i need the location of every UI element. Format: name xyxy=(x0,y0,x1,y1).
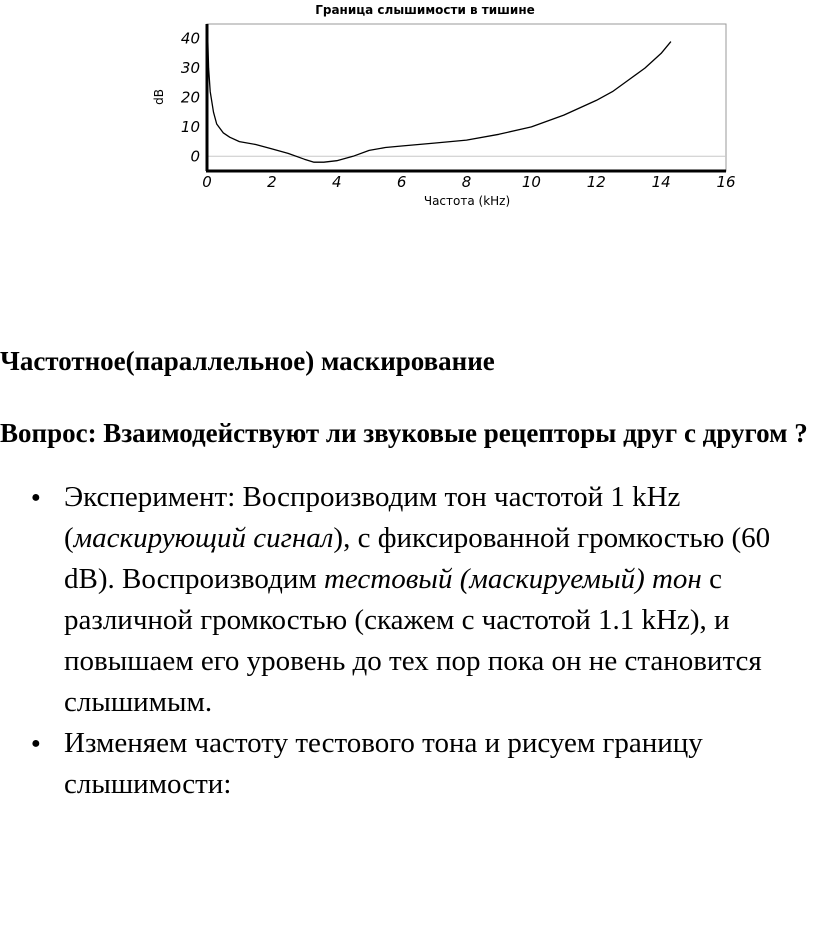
y-tick-label: 10 xyxy=(180,117,200,136)
text-run: ), с фиксированной громкостью (60 dB). Воспроизводим xyxy=(64,522,771,595)
threshold-curve xyxy=(208,33,671,162)
bullet-item-experiment xyxy=(0,477,816,723)
x-tick-label: 16 xyxy=(716,173,736,191)
hearing-threshold-chart xyxy=(140,0,740,220)
series-group xyxy=(208,33,671,162)
x-tick-label: 10 xyxy=(521,173,541,191)
bullet-icon: ● xyxy=(31,735,41,752)
x-tick-label: 8 xyxy=(461,173,472,191)
y-tick-labels xyxy=(181,30,200,166)
x-tick-label: 0 xyxy=(202,173,212,191)
x-tick-labels xyxy=(202,173,735,191)
section-title: Частотное(параллельное) маскирование xyxy=(0,346,495,376)
chart-title: Граница слышимости в тишине xyxy=(315,3,535,17)
y-tick-label: 0 xyxy=(190,147,200,166)
slide-content xyxy=(0,340,816,805)
text-run: с различной громкостью (скажем с частотой 1.1 kHz), и повышаем его уровень до тех пор пока он не становится слышимым. xyxy=(64,563,762,718)
y-axis-label: dB xyxy=(152,89,166,105)
y-tick-label: 20 xyxy=(180,88,200,107)
text-run: Эксперимент: Воспроизводим тон частотой 1 kHz ( xyxy=(64,481,681,554)
x-tick-label: 4 xyxy=(331,173,342,191)
bullet-list xyxy=(0,477,816,805)
axes xyxy=(206,24,726,171)
y-tick-label: 30 xyxy=(180,59,200,78)
y-tick-label: 40 xyxy=(180,29,200,48)
plot-frame xyxy=(207,24,726,171)
bullet-item-change-frequency xyxy=(0,723,816,805)
x-axis-label: Частота (kHz) xyxy=(423,194,511,208)
x-tick-label: 12 xyxy=(586,173,606,191)
text-run: Изменяем частоту тестового тона и рисуем границу слышимости: xyxy=(64,727,703,800)
x-tick-label: 2 xyxy=(267,173,277,191)
x-tick-label: 6 xyxy=(396,173,407,191)
x-tick-label: 14 xyxy=(651,173,671,191)
text-run-italic: тестовый (маскируемый) тон xyxy=(323,563,702,595)
question-heading: Вопрос: Взаимодействуют ли звуковые рецепторы друг с другом ? xyxy=(0,418,808,448)
bullet-icon: ● xyxy=(31,489,41,506)
text-run-italic: маскирующий сигнал xyxy=(73,522,334,554)
